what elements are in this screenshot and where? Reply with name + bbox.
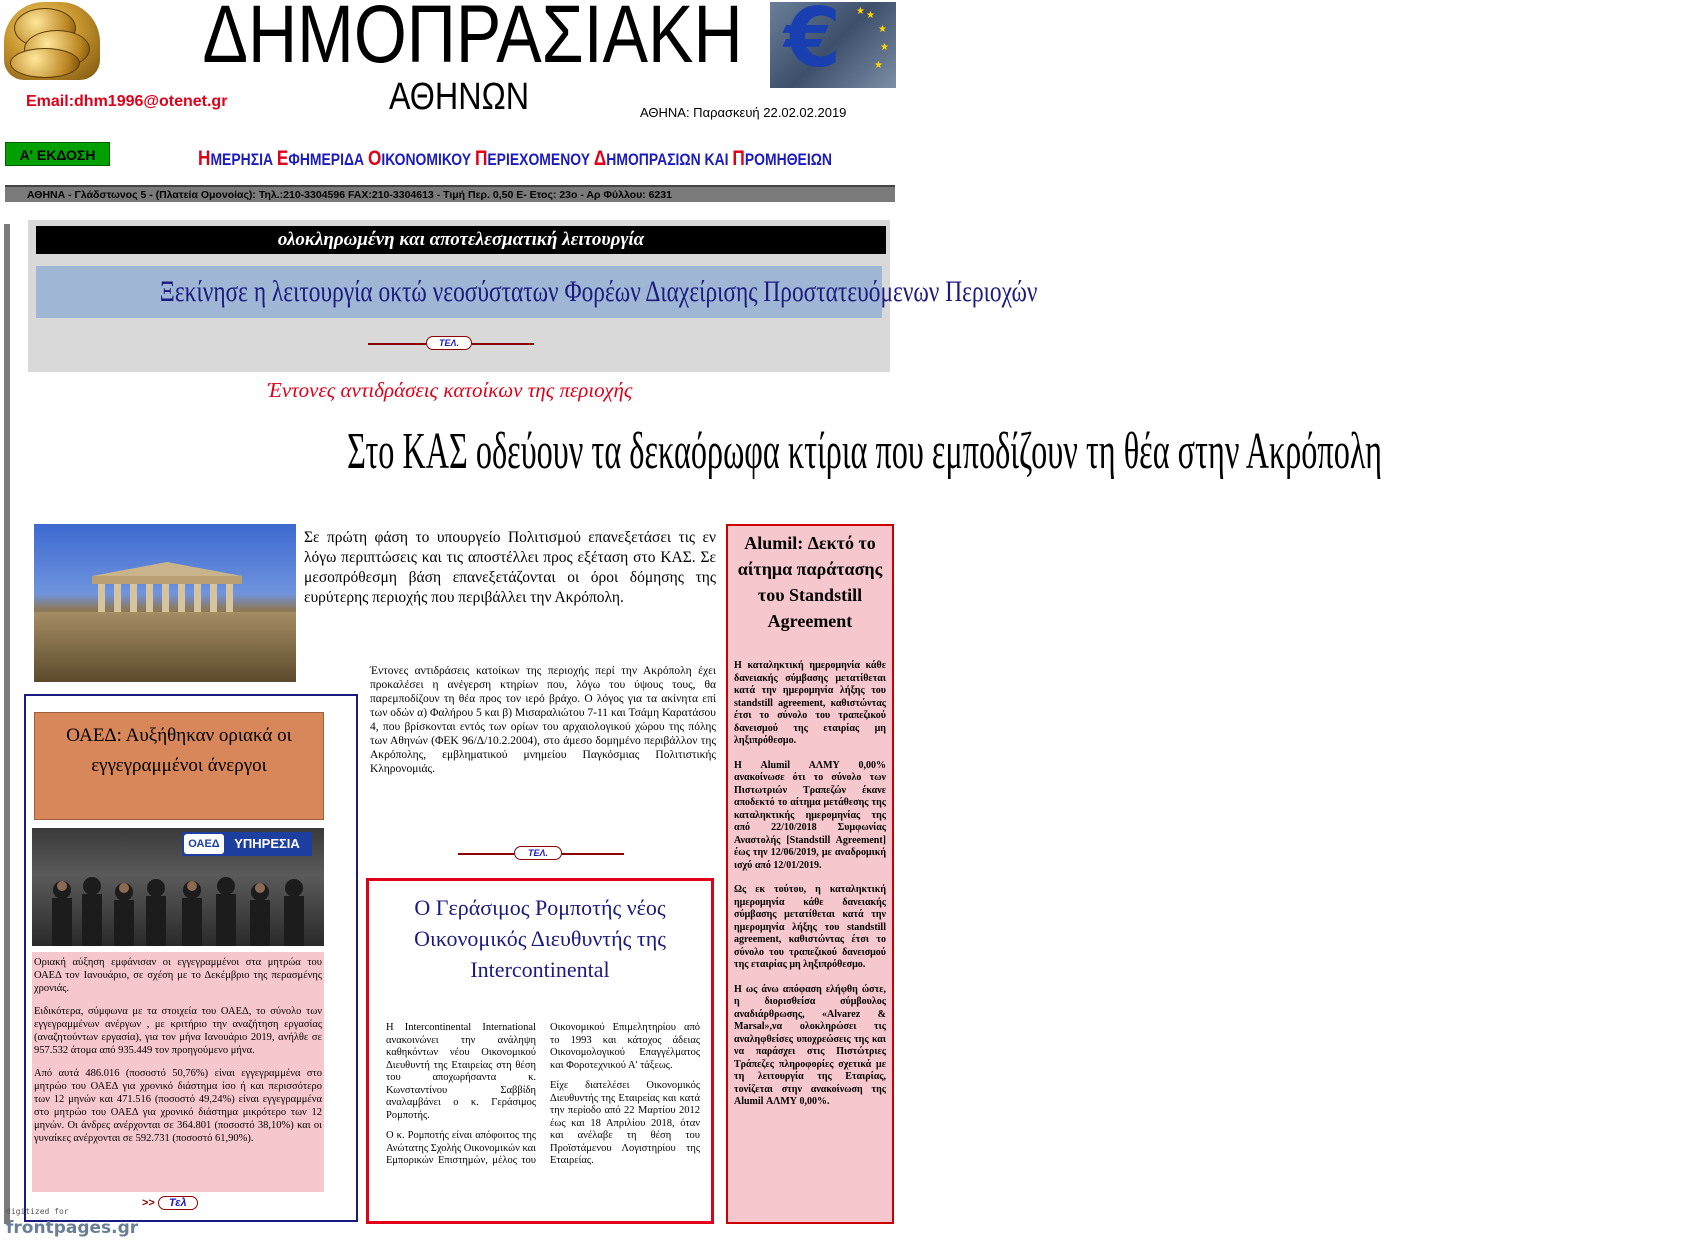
digitized-credit: digitized for: [6, 1207, 69, 1216]
alumil-body: [734, 660, 886, 1121]
alumil-headline[interactable]: Alumil: Δεκτό το αίτημα παράτασης του Standstill Agreement: [737, 533, 883, 631]
subtitle-word: ΕΡΙΕΧΟΜΕΝΟΥ: [487, 150, 594, 169]
alumil-paragraph: Η καταληκτική ημερομηνία κάθε δανειακής σύμβασης μετατίθεται κατά την ημερομηνία λήξης του standstill agreement, καθιστώντας έτσι το σύνολο του τραπεζικού δανεισμού της εταιρίας μη ληξιπρόθεσμο.: [734, 660, 886, 746]
subtitle-initial: Δ: [593, 147, 607, 170]
coins-image: [4, 2, 100, 80]
oaed-paragraph: Από αυτά 486.016 (ποσοστό 50,76%) είναι εγγεγραμμένα στο μητρώο του ΟΑΕΔ για χρονικό διάστημα ίσο ή και περισσότερο των 12 μηνών και 471.516 (ποσοστό 49,24%) είναι εγγεγραμμένα στο μητρώο του ΟΑΕΔ για χρονικό διάστημα μικρότερο των 12 μηνών. Οι άνδρες ανέρχονται σε 364.801 (ποσοστό 38,10%) και οι γυναίκες ανέρχονται σε 592.731 (ποσοστό 61,90%).: [34, 1068, 322, 1144]
subtitle-word: ΙΚΟΝΟΜΙΚΟΥ: [381, 150, 475, 169]
oaed-logo: ΟΑΕΔ: [184, 834, 224, 854]
main-story-tel-button[interactable]: ΤΕΛ.: [514, 846, 562, 860]
oaed-headline[interactable]: ΟΑΕΔ: Αυξήθηκαν οριακά οι εγγεγραμμένοι άνεργοι: [34, 712, 324, 820]
main-story-lead: Σε πρώτη φάση το υπουργείο Πολιτισμού επανεξετάσει τις εν λόγω περιπτώσεις και τις αποστέλλει προς εξέταση στο ΚΑΣ. Σε μεσοπρόθεσμη βάση επανεξετάζονται οι όροι δόμησης της ευρύτερης περιοχής που περιβάλλει την Ακρόπολη.: [304, 529, 716, 606]
subtitle-word: ΜΕΡΗΣΙΑ: [210, 150, 277, 169]
subtitle-initial: Ε: [276, 147, 289, 170]
oaed-body: [32, 952, 324, 1192]
oaed-paragraph: Ειδικότερα, σύμφωνα με τα στοιχεία του ΟΑΕΔ, το σύνολο των εγγεγραμμένων ανέργων , με κριτήριο την αναζήτηση εργασίας (αναζητούντων εργασία), για τον μήνα Ιανουάριο 2019, ανήλθε σε 957.532 άτομα από 935.449 τον προηγούμενο μήνα.: [34, 1006, 322, 1056]
main-story-kicker: Έντονες αντιδράσεις κατοίκων της περιοχής: [267, 378, 633, 402]
subtitle-initial: Π: [474, 147, 488, 170]
subtitle-word: ΡΟΜΗΘΕΙΩΝ: [744, 150, 832, 169]
contact-email[interactable]: Email:dhm1996@otenet.gr: [26, 93, 228, 110]
subtitle-word: ΦΗΜΕΡΙΔΑ: [288, 150, 368, 169]
more-arrow-icon: >>: [142, 1197, 155, 1209]
tel-line-left: [458, 853, 514, 855]
subtitle-initial: Ο: [367, 147, 382, 170]
alumil-paragraph: Ως εκ τούτου, η καταληκτική ημερομηνία κάθε δανειακής σύμβασης μετατίθεται κατά την ημερομηνία λήξης του standstill agreement, καθιστώντας έτσι το σύνολο του τραπεζικού δανεισμού της εταιρίας μη ληξιπρόθεσμο.: [734, 884, 886, 970]
tel-line-left: [368, 343, 426, 345]
subtitle-initial: Π: [732, 147, 745, 170]
subtitle-word: ΗΜΟΠΡΑΣΙΩΝ ΚΑΙ: [606, 150, 733, 169]
main-story-body: Έντονες αντιδράσεις κατοίκων της περιοχής περί την Ακρόπολη έχει προκαλέσει η ανέγερση κτηρίων που, λόγω του ύψους τους, θα παρεμποδίζουν τη θέα προς τον ιερό βράχο. Ο λόγος για τα ακίνητα επί των οδών α) Φαλήρου 5 και β) Μισαραλιώτου 7-11 και Τσάμη Καρατάσου 4, που βρίσκονται εντός των ορίων του αρχαιολογικού χώρου της πόλης των Αθηνών (ΦΕΚ 96/Δ/10.2.2004), στο άμεσο δομημένο περιβάλλον της Ακρόπολης, εμβληματικού μνημείου Παγκόσμιας Πολιτιστικής Κληρονομιάς.: [370, 665, 716, 775]
frontpages-link[interactable]: frontpages.gr: [6, 1218, 139, 1238]
newspaper-subtitle: [198, 147, 832, 171]
issue-date: ΑΘΗΝΑ: Παρασκευή 22.02.02.2019: [640, 105, 847, 120]
oaed-paragraph: Οριακή αύξηση εμφάνισαν οι εγγεγραμμένοι στα μητρώα του ΟΑΕΔ τον Ιανουάριο, σε σχέση με το Δεκέμβριο της περασμένης χρονιάς.: [34, 957, 322, 994]
oaed-sign: ΥΠΗΡΕΣΙΑ: [182, 832, 312, 856]
edition-badge: Α' ΕΚΔΟΣΗ: [5, 142, 110, 166]
tel-line-right: [562, 853, 624, 855]
top-story-kicker: ολοκληρωμένη και αποτελεσματική λειτουργία: [36, 226, 886, 254]
tel-line-right: [472, 343, 534, 345]
newspaper-title: ΔΗΜΟΠΡΑΣΙΑΚΗ: [202, 0, 743, 80]
top-story-headline[interactable]: Ξεκίνησε η λειτουργία οκτώ νεοσύστατων Φορέων Διαχείρισης Προστατευόμενων Περιοχών: [36, 266, 882, 318]
intercontinental-headline[interactable]: Ο Γεράσιμος Ρομποτής νέος Οικονομικός Διευθυντής της Intercontinental: [414, 895, 666, 982]
main-story-headline[interactable]: Στο ΚΑΣ οδεύουν τα δεκαόρωφα κτίρια που εμποδίζουν τη θέα στην Ακρόπολη: [347, 423, 1383, 480]
alumil-paragraph: Η ως άνω απόφαση ελήφθη ώστε, η διορισθείσα σύμβουλος αναδιάρθρωσης, «Alvarez & Marsal»,να ολοκληρώσει τις αναληφθείσες υποχρεώσεις της και να παράσχει στις Πιστώτριες Τράπεζες πληροφορίες σχετικά με τη λειτουργία της Εταιρίας, τονίζεται στην ανακοίνωση της Alumil ΑΛΜΥ 0,00%.: [734, 983, 886, 1107]
oaed-tel-label: Τελ: [158, 1196, 198, 1210]
intercontinental-body: [386, 1022, 700, 1172]
info-bar: ΑΘΗΝΑ - Γλάδστωνος 5 - (Πλατεία Ομονοίας): Τηλ.:210-3304596 FAX:210-3304613 - Τιμή Περ. 0,50 Ε- Ετος: 23ο - Αρ Φύλλου: 6231: [5, 185, 895, 202]
left-rule: [4, 224, 10, 1224]
newspaper-city: ΑΘΗΝΩΝ: [388, 76, 530, 118]
alumil-paragraph: Η Alumil ΑΛΜΥ 0,00% ανακοίνωσε ότι το σύνολο των Πιστωτριών Τραπεζών έκανε αποδεκτό το αίτημα μετάθεσης της καταληκτικής ημερομηνίας της από 22/10/2018 Συμφωνίας Αναστολής [Standstill Agreement] έως την 12/06/2019, με αναδρομική ισχύ από 12/01/2019.: [734, 759, 886, 871]
subtitle-initial: Η: [198, 147, 211, 170]
intercontinental-paragraph: Είχε διατελέσει Οικονομικός Διευθυντής της Εταιρείας και κατά την περίοδο από 22 Μαρτίου 2012 έως και 18 Απριλίου 2018, όταν και ανέλαβε τη θέση του Προϊστάμενου Λογιστηρίου της Εταιρείας.: [550, 1080, 700, 1166]
oaed-office-photo: [32, 828, 324, 946]
acropolis-photo: [34, 524, 296, 679]
intercontinental-paragraph: Ο κ. Ρομποτής είναι απόφοιτος της Ανώτατης Σχολής Οικονομικών και Εμπορικών Επιστημών, μέλος του Οικονομικού Επιμελητηρίου από το 1993 και κάτοχος άδειας Οικονομολογικού Επαγγέλματος και Φοροτεχνικού Α' τάξεως.: [386, 1022, 700, 1166]
euro-sign-image: € ★ ★ ★ ★ ★: [770, 2, 896, 88]
oaed-more-link[interactable]: [142, 1196, 198, 1210]
intercontinental-paragraph: Η Intercontinental International ανακοινώνει την ανάληψη καθηκόντων νέου Οικονομικού Διευθυντή της Εταιρείας στη θέση του αποχωρήσαντα κ. Κωνσταντίνου Σαββίδη αναλαμβάνει ο κ. Γεράσιμος Ρομποτής.: [386, 1022, 536, 1121]
top-story-tel-button[interactable]: ΤΕΛ.: [426, 336, 472, 350]
crowd-icon: [32, 828, 324, 946]
